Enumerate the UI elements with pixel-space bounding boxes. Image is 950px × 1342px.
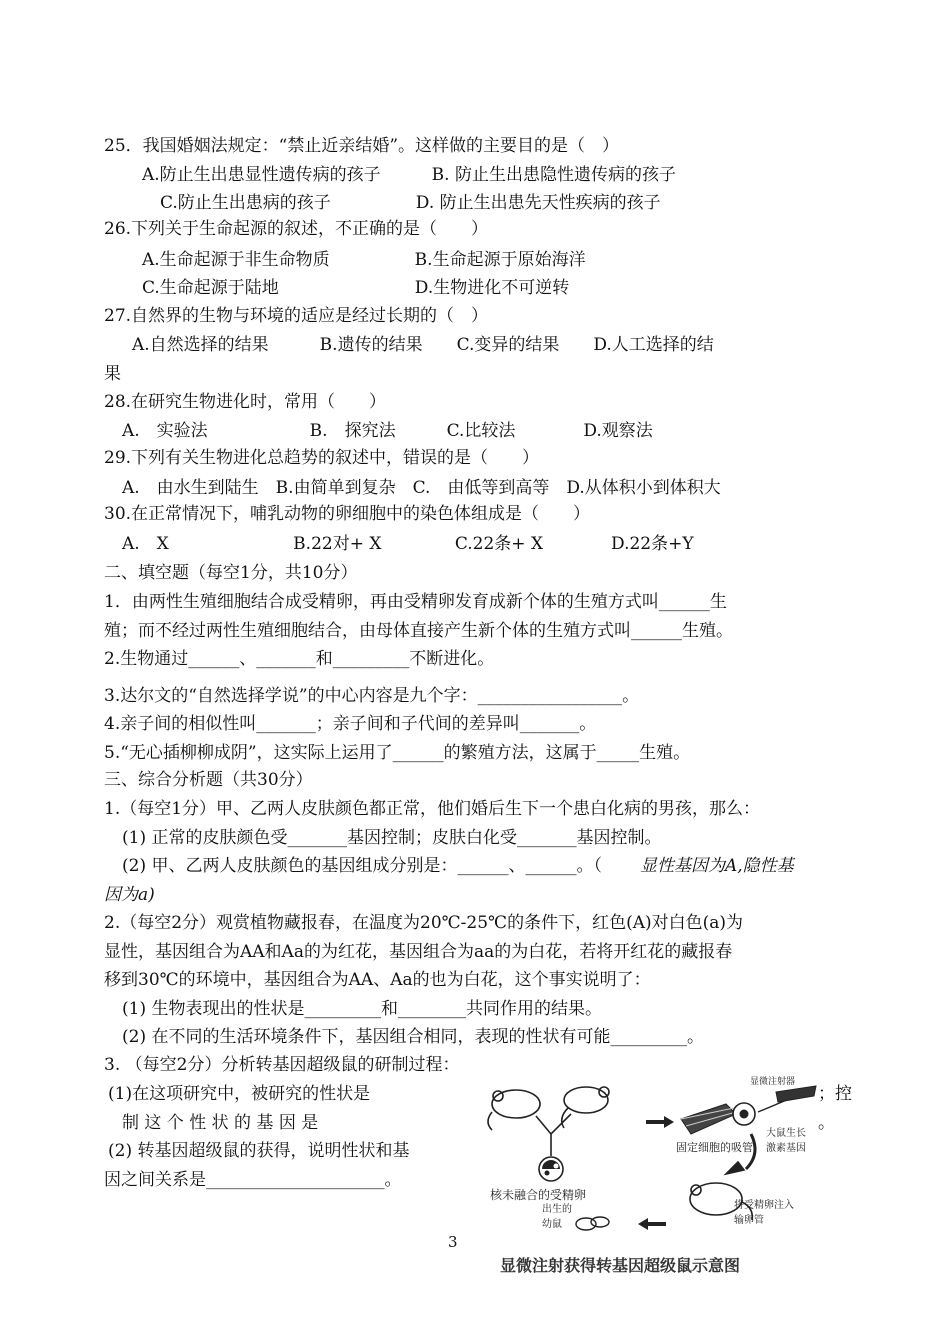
text-line: 2.（每空2分）观赏植物藏报春，在温度为20℃-25℃的条件下，红色(A)对白色(a)为 (104, 913, 744, 933)
text-line: 三、综合分析题（共30分） (104, 770, 313, 790)
text-line: C.生命起源于陆地 D.生物进化不可逆转 (142, 278, 570, 298)
text-line: 30.在正常情况下，哺乳动物的卵细胞中的染色体组成是（ ） (104, 504, 591, 524)
text-line: 因之间关系是_____________________。 (104, 1170, 402, 1190)
text-line: A. X B.22对+ X C.22条+ X D.22条+Y (122, 534, 694, 554)
injector-label: 显微注射器 (750, 1077, 796, 1087)
text-line: 28.在研究生物进化时，常用（ ） (104, 392, 387, 412)
gene-label-1: 大鼠生长 (766, 1128, 806, 1139)
text-line: (2) 转基因超级鼠的获得，说明性状和基 (108, 1141, 410, 1161)
text-line: 1.（每空1分）甲、乙两人皮肤颜色都正常，他们婚后生下一个患白化病的男孩，那么： (104, 799, 761, 819)
text-line: 1．由两性生殖细胞结合成受精卵，再由受精卵发育成新个体的生殖方式叫______生 (104, 592, 727, 612)
pipette (681, 1086, 816, 1134)
surrogate-mouse (690, 1162, 752, 1220)
text-line: 25．我国婚姻法规定：“禁止近亲结婚”。这样做的主要目的是（ ） (104, 136, 620, 156)
text-line: A. 由水生到陆生 B.由简单到复杂 C. 由低等到高等 D.从体积小到体积大 (122, 478, 721, 498)
inject-label-2: 输卵管 (734, 1215, 764, 1226)
text-line: 3.达尔文的“自然选择学说”的中心内容是九个字：_________________。 (104, 686, 640, 706)
text-line: C.防止生出患病的孩子 D. 防止生出患先天性疾病的孩子 (160, 193, 661, 213)
born-label-2: 幼鼠 (542, 1219, 562, 1230)
text-line: 5.“无心插柳柳成阴”，这实际上运用了______的繁殖方法，这属于_____生殖。 (104, 743, 691, 763)
born-label-1: 出生的 (542, 1204, 572, 1215)
text-line: 27.自然界的生物与环境的适应是经过长期的（ ） (104, 306, 489, 326)
text-line: 显性，基因组合为AA和Aa的为红花，基因组合为aa的为白花，若将开红花的藏报春 (104, 942, 733, 962)
text-line: A.生命起源于非生命物质 B.生命起源于原始海洋 (142, 250, 586, 270)
text-line: A.防止生出患显性遗传病的孩子 B. 防止生出患隐性遗传病的孩子 (142, 165, 676, 185)
text-line: (2) 甲、乙两人皮肤颜色的基因组成分别是：______、______。（ (122, 856, 602, 876)
parent-mice (488, 1087, 609, 1156)
transgenic-mouse-diagram (476, 1074, 826, 1279)
fertilized-egg (539, 1157, 563, 1181)
text-line: 殖；而不经过两性生殖细胞结合，由母体直接产生新个体的生殖方式叫______生殖。 (104, 621, 733, 641)
text-line: 26.下列关于生命起源的叙述，不正确的是（ ） (104, 219, 489, 239)
text-line: 2.生物通过______、_______和_________不断进化。 (104, 649, 495, 669)
page-number: 3 (448, 1233, 458, 1251)
text-line: 移到30℃的环境中，基因组合为AA、Aa的也为白花，这个事实说明了： (104, 970, 651, 990)
diagram-caption: 显微注射获得转基因超级鼠示意图 (500, 1256, 741, 1275)
egg-label: 核未融合的受精卵 (490, 1188, 587, 1202)
text-line: (1) 正常的皮肤颜色受_______基因控制；皮肤白化受_______基因控制。 (122, 828, 662, 848)
text-line: ；控 (818, 1084, 852, 1104)
text-line: 4.亲子间的相似性叫_______；亲子间和子代间的差异叫_______。 (104, 714, 597, 734)
text-line: 3. （每空2分）分析转基因超级鼠的研制过程： (104, 1055, 460, 1075)
text-line: (2) 在不同的生活环境条件下，基因组合相同，表现的性状有可能_________。 (122, 1027, 704, 1047)
text-line: (1) 生物表现出的性状是_________和________共同作用的结果。 (122, 999, 602, 1019)
text-line: 29.下列有关生物进化总趋势的叙述中，错误的是（ ） (104, 448, 540, 468)
inject-label-1: 将受精卵注入 (734, 1200, 794, 1211)
text-line: 果 (104, 364, 121, 384)
text-line: 二、填空题（每空1分，共10分） (104, 563, 358, 583)
text-line: 。 (818, 1113, 835, 1133)
hint-text-1: 显性基因为A,隐性基 (640, 856, 794, 876)
text-line: A.自然选择的结果 B.遗传的结果 C.变异的结果 D.人工选择的结 (132, 335, 714, 355)
text-line: (1)在这项研究中，被研究的性状是 (108, 1084, 371, 1104)
gene-label-2: 激素基因 (766, 1143, 806, 1154)
text-line: 制 这 个 性 状 的 基 因 是 (122, 1113, 319, 1133)
hint-text-2: 因为a) (104, 885, 155, 905)
newborn-mice (576, 1217, 609, 1230)
pipette-label: 固定细胞的吸管 (676, 1141, 753, 1154)
text-line: A. 实验法 B. 探究法 C.比较法 D.观察法 (122, 421, 653, 441)
